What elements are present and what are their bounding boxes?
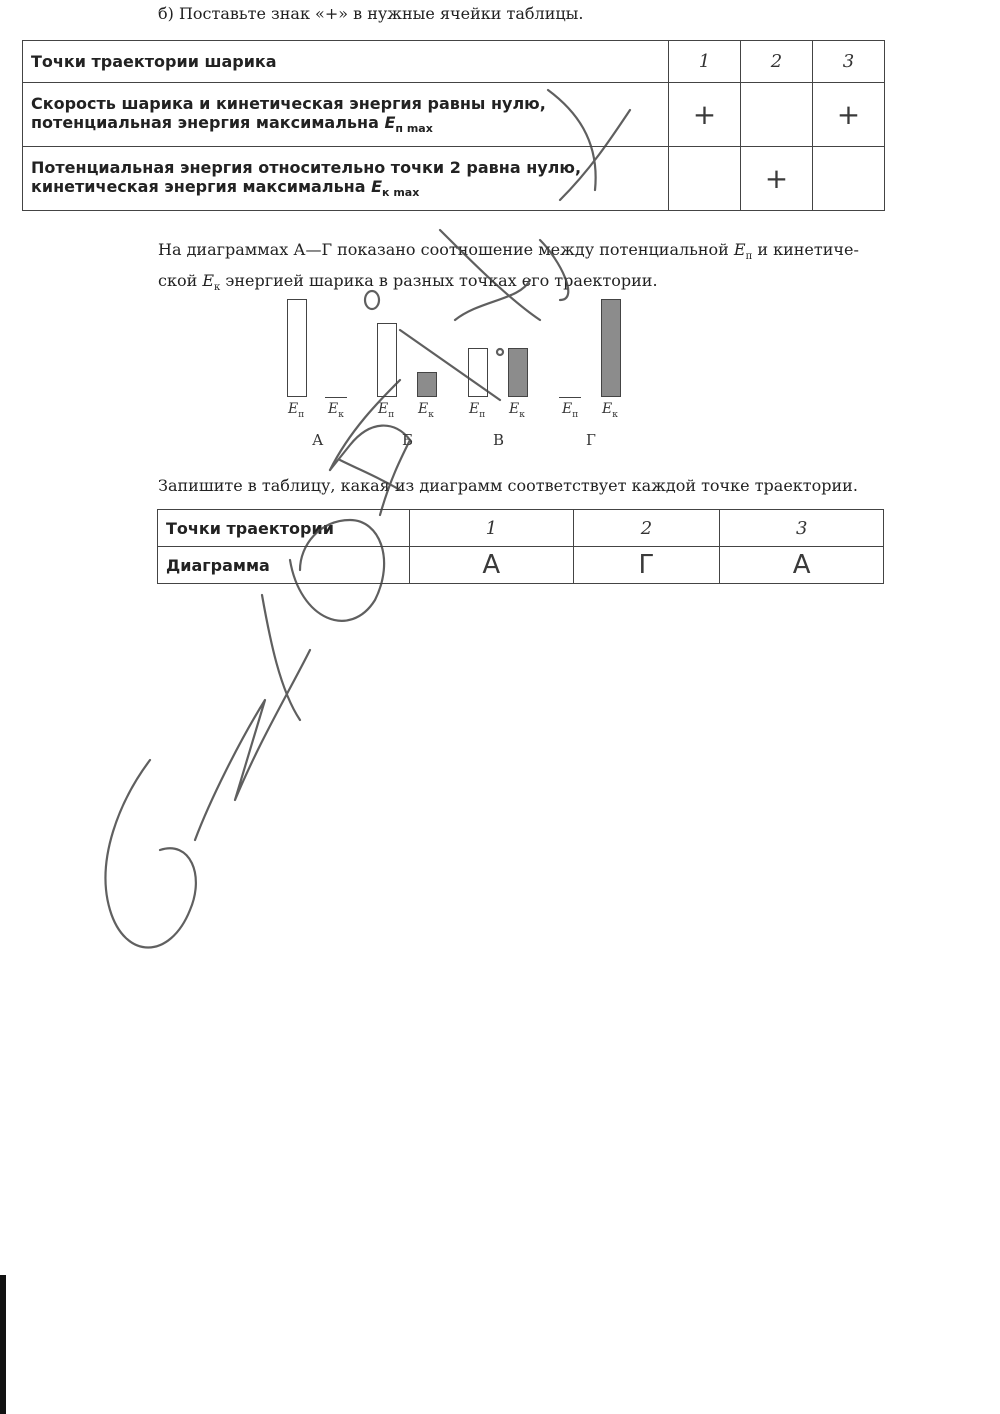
- scribble-stroke: [106, 760, 196, 948]
- energy-marks-table: [22, 40, 885, 211]
- col-header-3: 3: [813, 41, 885, 83]
- row-statement-line1: Потенциальная энергия относительно точки 2 равна нулю,: [31, 157, 582, 177]
- energy-symbol: E: [371, 176, 383, 196]
- col-header-1: 1: [410, 510, 574, 547]
- diagram-label: Б: [402, 431, 414, 449]
- energy-symbol: E: [384, 112, 396, 132]
- energy-bar-diagrams: [270, 290, 650, 460]
- kinetic-axis-label: $E_к$: [509, 401, 525, 420]
- potential-zero-line: [559, 397, 581, 398]
- table-row: [158, 547, 884, 584]
- intro-sym-kin: E: [202, 271, 215, 291]
- mark-cell-2[interactable]: [741, 83, 813, 147]
- row-statement: [23, 83, 669, 147]
- diagram-answer-table: [157, 509, 884, 584]
- kinetic-bar: [417, 372, 437, 397]
- energy-subscript: к max: [382, 186, 420, 200]
- kinetic-axis-label: $E_к$: [418, 401, 434, 420]
- row-statement-line2: кинетическая энергия максимальна: [31, 176, 366, 196]
- col-header-3: 3: [720, 510, 884, 547]
- potential-bar: [377, 323, 397, 397]
- table-row: [23, 83, 885, 147]
- row-statement-line1: Скорость шарика и кинетическая энергия равны нулю,: [31, 93, 546, 113]
- row-label-points: Точки траектории: [158, 510, 410, 547]
- kinetic-bar: [508, 348, 528, 397]
- mark-cell-1[interactable]: +: [669, 83, 741, 147]
- intro-text-1: На диаграммах А—Г показано соотношение между потенциальной: [158, 240, 734, 259]
- row-label-diagram: Диаграмма: [158, 547, 410, 584]
- diagram-label: В: [493, 431, 505, 449]
- potential-axis-label: $E_п$: [469, 401, 486, 420]
- answer-cell-3[interactable]: А: [720, 547, 884, 584]
- potential-bar: [468, 348, 488, 397]
- col-header-1: 1: [669, 41, 741, 83]
- col-header-2: 2: [741, 41, 813, 83]
- intro-sym-pot: E: [733, 240, 746, 259]
- mark-cell-3[interactable]: [813, 147, 885, 211]
- kinetic-zero-line: [325, 397, 347, 398]
- mark-cell-2[interactable]: +: [741, 147, 813, 211]
- potential-axis-label: $E_п$: [562, 401, 579, 420]
- diagram-label: А: [312, 431, 324, 449]
- diagram-label: Г: [586, 431, 596, 449]
- row-statement: [23, 147, 669, 211]
- task-b-instruction: б) Поставьте знак «+» в нужные ячейки таблицы.: [158, 4, 584, 23]
- scribble-stroke: [195, 650, 310, 840]
- kinetic-bar: [601, 299, 621, 397]
- mark-cell-3[interactable]: +: [813, 83, 885, 147]
- mark-cell-1[interactable]: [669, 147, 741, 211]
- row-statement-line2: потенциальная энергия максимальна: [31, 112, 379, 132]
- scribble-stroke: [262, 595, 300, 720]
- col-header-2: 2: [573, 510, 720, 547]
- intro-text-2: и кинетиче-ской: [158, 240, 859, 291]
- potential-axis-label: $E_п$: [288, 401, 305, 420]
- write-instruction: Запишите в таблицу, какая из диаграмм соответствует каждой точке траектории.: [158, 476, 858, 495]
- potential-axis-label: $E_п$: [378, 401, 395, 420]
- energy-subscript: п max: [395, 122, 433, 136]
- answer-cell-2[interactable]: Г: [573, 547, 720, 584]
- intro-sub-kin: к: [214, 282, 221, 294]
- potential-bar: [287, 299, 307, 397]
- table-row: [158, 510, 884, 547]
- intro-sub-pot: п: [745, 251, 753, 263]
- table-header-row: [23, 41, 885, 83]
- scan-edge-shadow: [0, 1275, 6, 1414]
- intro-text-3: энергией шарика в разных точках его траектории.: [220, 271, 658, 291]
- kinetic-axis-label: $E_к$: [328, 401, 344, 420]
- answer-cell-1[interactable]: А: [410, 547, 574, 584]
- table-row: [23, 147, 885, 211]
- table-header-label: Точки траектории шарика: [23, 41, 669, 83]
- kinetic-axis-label: $E_к$: [602, 401, 618, 420]
